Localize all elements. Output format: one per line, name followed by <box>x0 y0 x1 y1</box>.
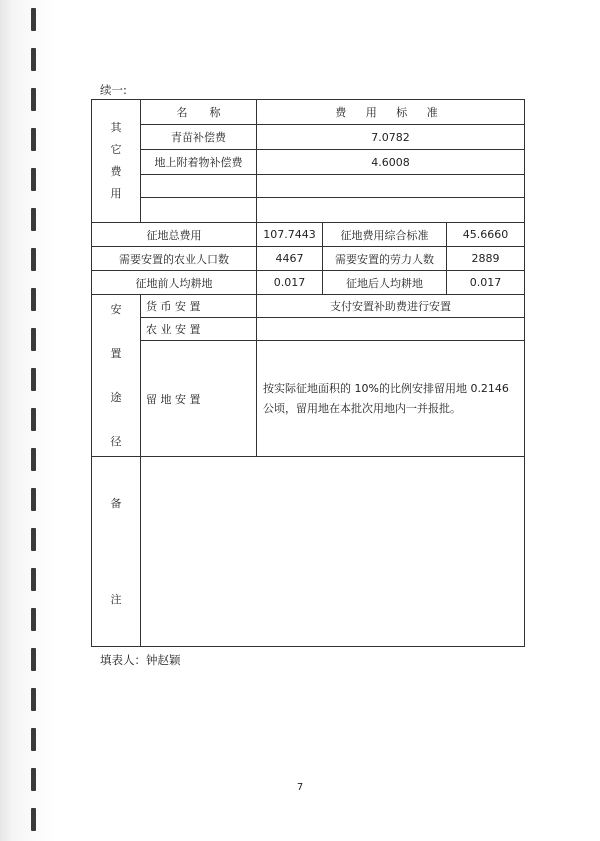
binding-ring <box>31 528 36 551</box>
binding-ring <box>31 288 36 311</box>
binding-ring <box>31 688 36 711</box>
binding-ring <box>31 328 36 351</box>
total-cost-label: 征地总费用 <box>92 223 257 247</box>
binding-ring <box>31 168 36 191</box>
agri-population-value: 4467 <box>257 247 323 271</box>
binding-ring <box>31 8 36 31</box>
reserved-land-label: 留 地 安 置 <box>141 341 257 457</box>
binding-ring <box>31 608 36 631</box>
binding-ring <box>31 728 36 751</box>
binding-ring <box>31 408 36 431</box>
fee-name: 青苗补偿费 <box>141 125 257 150</box>
other-fees-section-label: 其 它 费 用 <box>92 100 141 223</box>
land-after-label: 征地后人均耕地 <box>323 271 447 295</box>
remarks-value <box>141 457 525 647</box>
binding-ring <box>31 568 36 591</box>
binding-ring <box>31 808 36 831</box>
page-number: 7 <box>296 782 304 793</box>
labor-label: 需要安置的劳力人数 <box>323 247 447 271</box>
remarks-section-label: 备 注 <box>92 457 141 647</box>
binding-ring <box>31 128 36 151</box>
land-acquisition-table <box>91 99 525 647</box>
binding-strip <box>0 0 60 841</box>
fee-standard: 4.6008 <box>257 150 525 175</box>
fee-name <box>141 175 257 198</box>
resettlement-section-label: 安 置 途 径 <box>92 295 141 457</box>
binding-ring <box>31 368 36 391</box>
form-filler: 填表人：钟赵颖 <box>100 653 181 667</box>
binding-ring <box>31 648 36 671</box>
binding-ring <box>31 448 36 471</box>
agricultural-value <box>257 318 525 341</box>
continued-label: 续一: <box>100 83 127 97</box>
agri-population-label: 需要安置的农业人口数 <box>92 247 257 271</box>
reserved-land-value: 按实际征地面积的 10%的比例安排留用地 0.2146 公顷，留用地在本批次用地内一并报批。 <box>257 341 525 457</box>
binding-ring <box>31 208 36 231</box>
binding-ring <box>31 88 36 111</box>
fee-name <box>141 198 257 223</box>
labor-value: 2889 <box>447 247 525 271</box>
fee-name: 地上附着物补偿费 <box>141 150 257 175</box>
composite-standard-label: 征地费用综合标准 <box>323 223 447 247</box>
binding-ring <box>31 248 36 271</box>
total-cost-value: 107.7443 <box>257 223 323 247</box>
fee-standard <box>257 198 525 223</box>
land-before-value: 0.017 <box>257 271 323 295</box>
binding-ring <box>31 488 36 511</box>
land-after-value: 0.017 <box>447 271 525 295</box>
composite-standard-value: 45.6660 <box>447 223 525 247</box>
land-before-label: 征地前人均耕地 <box>92 271 257 295</box>
agricultural-label: 农 业 安 置 <box>141 318 257 341</box>
fee-standard: 7.0782 <box>257 125 525 150</box>
binding-ring <box>31 48 36 71</box>
monetary-label: 货 币 安 置 <box>141 295 257 318</box>
header-name: 名 称 <box>141 100 257 125</box>
fee-standard <box>257 175 525 198</box>
header-standard: 费 用 标 准 <box>257 100 525 125</box>
monetary-value: 支付安置补助费进行安置 <box>257 295 525 318</box>
